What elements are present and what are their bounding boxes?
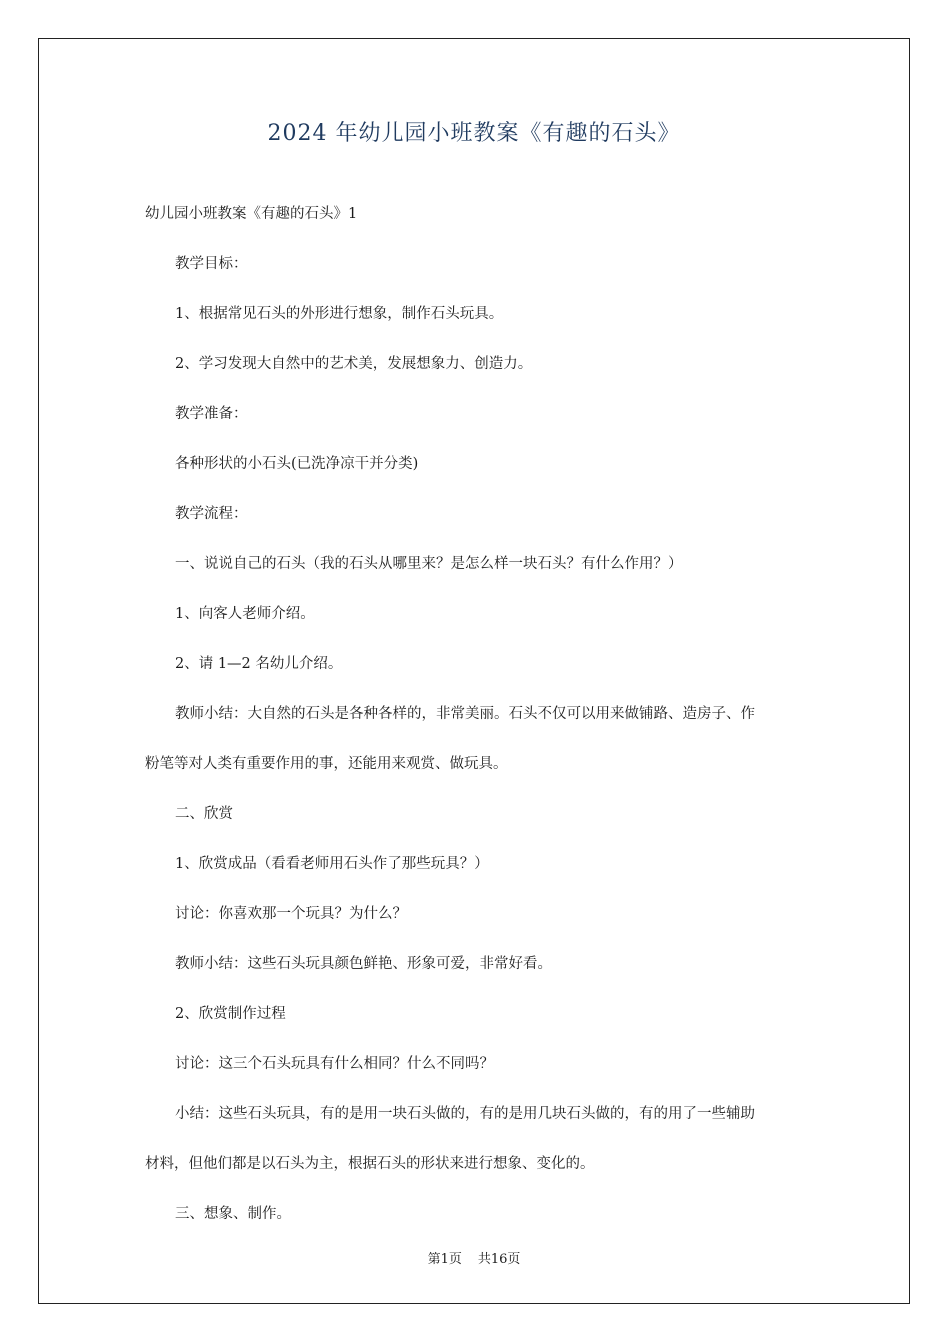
paragraph: 2、欣赏制作过程 [175,1006,286,1022]
paragraph: 讨论：你喜欢那一个玩具？为什么？ [175,906,407,922]
paragraph: 教师小结：这些石头玩具颜色鲜艳、形象可爱，非常好看。 [175,956,552,972]
paragraph-continuation: 粉笔等对人类有重要作用的事，还能用来观赏、做玩具。 [145,756,508,772]
paragraph: 2、请 1—2 名幼儿介绍。 [175,656,343,672]
page-footer [38,1248,910,1267]
page-number: 第1页 [427,1252,462,1267]
paragraph: 各种形状的小石头(已洗净凉干并分类) [175,456,419,472]
paragraph: 1、向客人老师介绍。 [175,606,315,622]
page-total: 共16页 [477,1252,521,1267]
paragraph: 小结：这些石头玩具，有的是用一块石头做的，有的是用几块石头做的，有的用了一些辅助 [175,1106,755,1122]
paragraph: 1、欣赏成品（看看老师用石头作了那些玩具？） [175,856,489,872]
paragraph: 教学流程： [175,506,248,522]
paragraph: 2、学习发现大自然中的艺术美，发展想象力、创造力。 [175,356,533,372]
paragraph: 一、说说自己的石头（我的石头从哪里来？是怎么样一块石头？有什么作用？） [175,556,683,572]
paragraph: 二、欣赏 [175,806,233,822]
paragraph-continuation: 材料，但他们都是以石头为主，根据石头的形状来进行想象、变化的。 [145,1156,595,1172]
paragraph: 教学目标： [175,256,248,272]
paragraph: 教学准备： [175,406,248,422]
document-title: 2024 年幼儿园小班教案《有趣的石头》 [267,121,681,146]
paragraph: 1、根据常见石头的外形进行想象，制作石头玩具。 [175,306,504,322]
paragraph: 讨论：这三个石头玩具有什么相同？什么不同吗？ [175,1056,494,1072]
section-heading: 幼儿园小班教案《有趣的石头》1 [145,206,358,222]
paragraph: 教师小结：大自然的石头是各种各样的，非常美丽。石头不仅可以用来做铺路、造房子、作 [175,706,755,722]
paragraph: 三、想象、制作。 [175,1206,291,1222]
